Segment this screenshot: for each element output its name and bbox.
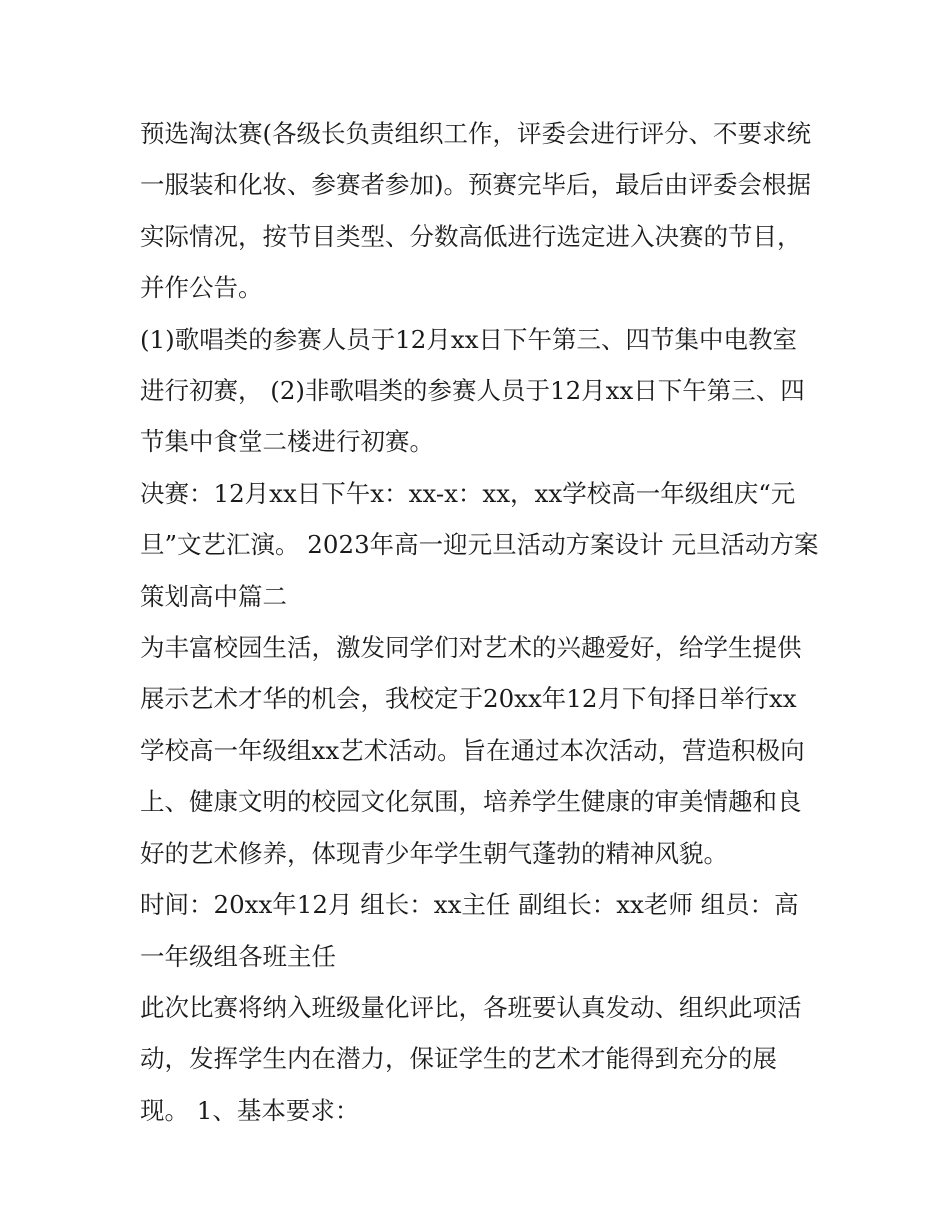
paragraph-preliminary: 预选淘汰赛(各级长负责组织工作，评委会进行评分、不要求统一服装和化妆、参赛者参加)。预赛完毕后，最后由评委会根据实际情况，按节目类型、分数高低进行选定进入决赛的节目，并作公告。 [140, 119, 812, 303]
document-page [140, 108, 820, 1136]
paragraph-purpose: 为丰富校园生活，激发同学们对艺术的兴趣爱好，给学生提供展示艺术才华的机会，我校定于20xx年12月下旬择日举行xx学校高一年级组xx艺术活动。旨在通过本次活动，营造积极向上、健康文明的校园文化氛围，培养学生健康的审美情趣和良好的艺术修养，体现青少年学生朝气蓬勃的精神风貌。 [140, 633, 805, 868]
paragraph-organization: 时间：20xx年12月 组长：xx主任 副组长：xx老师 组员：高一年级组各班主任 [140, 890, 799, 971]
paragraph-first-round: (1)歌唱类的参赛人员于12月xx日下午第三、四节集中电教室进行初赛， (2)非歌唱类的参赛人员于12月xx日下午第三、四节集中食堂二楼进行初赛。 [140, 324, 805, 457]
paragraph-final: 决赛：12月xx日下午x：xx-x：xx，xx学校高一年级组庆“元旦”文艺汇演。 2023年高一迎元旦活动方案设计 元旦活动方案策划高中篇二 [140, 478, 819, 611]
paragraph-requirements: 此次比赛将纳入班级量化评比，各班要认真发动、组织此项活动，发挥学生内在潜力，保证学生的艺术才能得到充分的展现。 1、基本要求： [140, 992, 802, 1125]
